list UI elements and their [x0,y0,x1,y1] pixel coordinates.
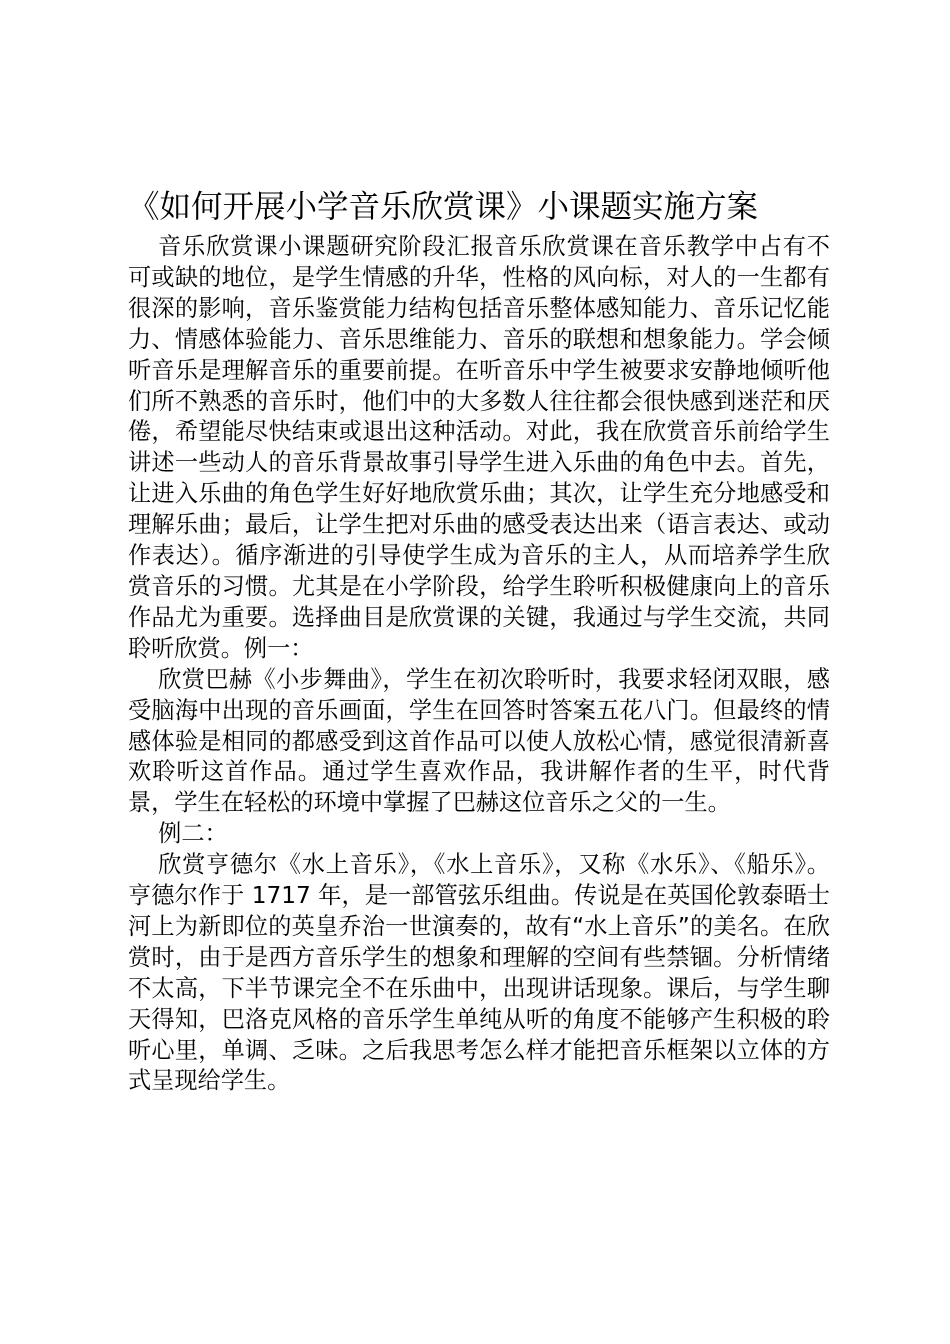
page-title: 《如何开展小学音乐欣赏课》小课题实施方案 [128,189,759,225]
paragraph-example-one: 欣赏巴赫《小步舞曲》，学生在初次聆听时，我要求轻闭双眼，感受脑海中出现的音乐画面，学生在回答时答案五花八门。但最终的情感体验是相同的都感受到这首作品可以使人放松心情，感觉很清新喜欢聆听这首作品。通过学生喜欢作品，我讲解作者的生平，时代背景，学生在轻松的环境中掌握了巴赫这位音乐之父的一生。 [128,665,830,817]
paragraph-intro: 音乐欣赏课小课题研究阶段汇报音乐欣赏课在音乐教学中占有不可或缺的地位，是学生情感的升华，性格的风向标，对人的一生都有很深的影响，音乐鉴赏能力结构包括音乐整体感知能力、音乐记忆能力、情感体验能力、音乐思维能力、音乐的联想和想象能力。学会倾听音乐是理解音乐的重要前提。在听音乐中学生被要求安静地倾听他们所不熟悉的音乐时，他们中的大多数人往往都会很快感到迷茫和厌倦，希望能尽快结束或退出这种活动。对此，我在欣赏音乐前给学生讲述一些动人的音乐背景故事引导学生进入乐曲的角色中去。首先，让进入乐曲的角色学生好好地欣赏乐曲；其次，让学生充分地感受和理解乐曲；最后，让学生把对乐曲的感受表达出来（语言表达、或动作表达）。循序渐进的引导使学生成为音乐的主人，从而培养学生欣赏音乐的习惯。尤其是在小学阶段，给学生聆听积极健康向上的音乐作品尤为重要。选择曲目是欣赏课的关键，我通过与学生交流，共同聆听欣赏。例一： [128,233,830,662]
document-body [128,232,830,1097]
paragraph-example-two-heading: 例二： [158,820,228,848]
paragraph-example-two: 欣赏亨德尔《水上音乐》，《水上音乐》，又称《水乐》、《船乐》。亨德尔作于 1717 年，是一部管弦乐组曲。传说是在英国伦敦泰晤士河上为新即位的英皇乔治一世演奏的，故有“水上音乐”的美名。在欣赏时，由于是西方音乐学生的想象和理解的空间有些禁锢。分析情绪不太高，下半节课完全不在乐曲中，出现讲话现象。课后，与学生聊天得知，巴洛克风格的音乐学生单纯从听的角度不能够产生积极的聆听心里，单调、乏味。之后我思考怎么样才能把音乐框架以立体的方式呈现给学生。 [128,851,830,1095]
